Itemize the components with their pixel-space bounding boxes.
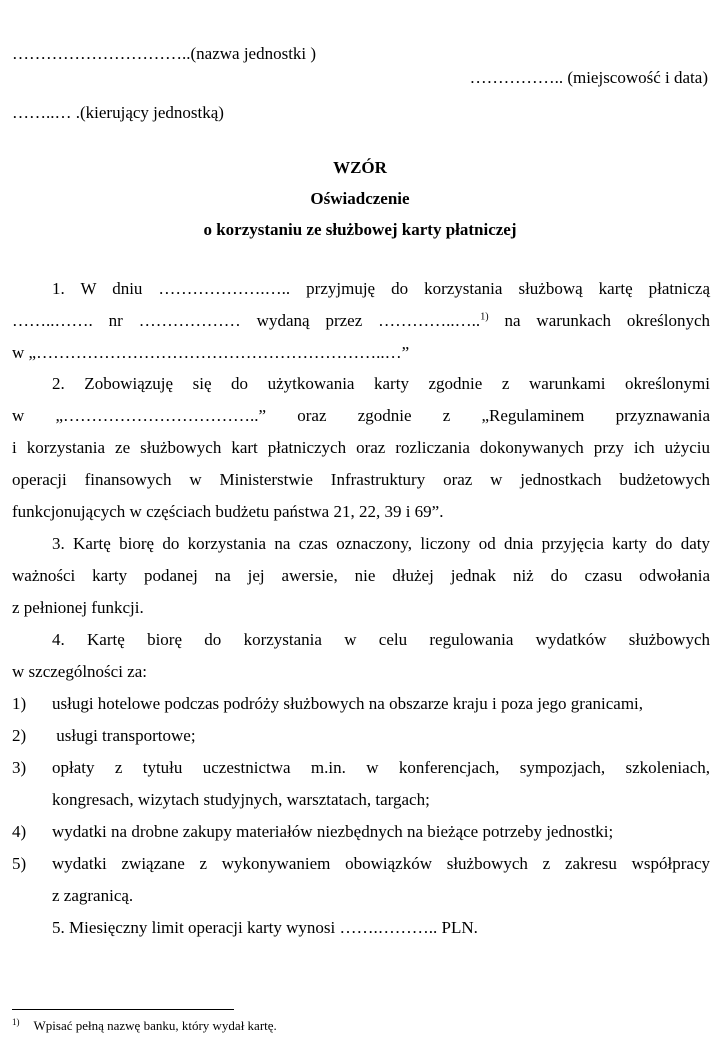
footnote-separator (12, 1009, 234, 1010)
list-item-5-line-1: wydatki związane z wykonywaniem obowiązków służbowych z zakresu współpracy (52, 854, 710, 873)
paragraph-3-line-1: 3. Kartę biorę do korzystania na czas oznaczony, liczony od dnia przyjęcia karty do daty (52, 534, 710, 553)
list-item-5-line-2: z zagranicą. (52, 886, 134, 905)
paragraph-3-line-3: z pełnionej funkcji. (12, 598, 144, 617)
paragraph-1-line-2: ……..……. nr ……………… wydaną przez …………..…..$^{1)}$ na warunkach określonych (12, 311, 711, 330)
paragraph-2-line-5: funkcjonujących w częściach budżetu państwa 21, 22, 39 i 69”. (12, 502, 444, 521)
head-of-unit-field: ……..… .(kierujący jednostką) (12, 103, 224, 122)
unit-name-field: …………………………..(nazwa jednostki ) (12, 44, 317, 63)
paragraph-2-line-1: 2. Zobowiązuję się do użytkowania karty zgodnie z warunkami określonymi (52, 374, 710, 393)
document-subtitle: o korzystaniu ze służbowej karty płatniczej (203, 220, 517, 239)
footnote-mark: 1) (12, 1016, 20, 1027)
list-item-number: 1) (12, 694, 27, 713)
list-item-1-line-1: usługi hotelowe podczas podróży służbowych na obszarze kraju i poza jego granicami, (52, 694, 644, 713)
footnote (12, 1016, 277, 1036)
list-item-2-line-1: usługi transportowe; (52, 726, 196, 745)
document-title: Oświadczenie (310, 189, 410, 208)
list-item-number: 4) (12, 822, 27, 841)
paragraph-5-line-1: 5. Miesięczny limit operacji karty wynosi …….……….. PLN. (52, 918, 478, 937)
paragraph-2-line-3: i korzystania ze służbowych kart płatniczych oraz rozliczania dokonywanych przy ich użyciu (12, 438, 710, 457)
list-item-number: 3) (12, 758, 27, 777)
footnote-text: Wpisać pełną nazwę banku, który wydał kartę. (33, 1018, 277, 1033)
paragraph-2-line-2: w „……………………………..” oraz zgodnie z „Regulaminem przyznawania (12, 406, 710, 425)
list-item-number: 5) (12, 854, 27, 873)
list-item-4-line-1: wydatki na drobne zakupy materiałów niezbędnych na bieżące potrzeby jednostki; (52, 822, 614, 841)
footnote-reference: 1) (480, 311, 489, 323)
paragraph-4-line-2: w szczególności za: (12, 662, 147, 681)
list-item-3-line-1: opłaty z tytułu uczestnictwa m.in. w konferencjach, sympozjach, szkoleniach, (52, 758, 710, 777)
document-template-label: WZÓR (333, 158, 387, 177)
list-item-number: 2) (12, 726, 27, 745)
paragraph-1-line-3: w „……………………………………………………..…” (12, 343, 410, 362)
paragraph-3-line-2: ważności karty podanej na jej awersie, nie dłużej jednak niż do czasu odwołania (12, 566, 710, 585)
paragraph-1-line-1: 1. W dniu ……………….….. przyjmuję do korzystania służbową kartę płatniczą (52, 279, 710, 298)
paragraph-4-line-1: 4. Kartę biorę do korzystania w celu regulowania wydatków służbowych (52, 630, 710, 649)
paragraph-2-line-4: operacji finansowych w Ministerstwie Infrastruktury oraz w jednostkach budżetowych (12, 470, 710, 489)
list-item-3-line-2: kongresach, wizytach studyjnych, warsztatach, targach; (52, 790, 430, 809)
place-date-field: …………….. (miejscowość i data) (469, 68, 708, 87)
